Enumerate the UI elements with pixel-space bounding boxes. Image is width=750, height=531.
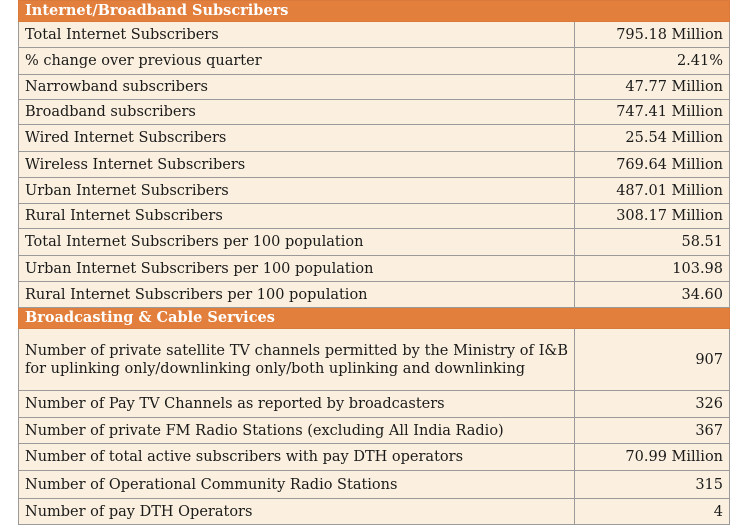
row-label: Urban Internet Subscribers — [19, 178, 575, 204]
row-label: Number of Operational Community Radio Stations — [19, 471, 575, 499]
table-row — [19, 391, 730, 418]
row-value: 58.51 — [575, 229, 730, 256]
row-value: 326 — [575, 391, 730, 418]
row-value: 4 — [575, 499, 730, 525]
table-row — [19, 229, 730, 256]
table-row — [19, 22, 730, 48]
row-label: Number of private FM Radio Stations (excluding All India Radio) — [19, 418, 575, 444]
row-label: Number of total active subscribers with pay DTH operators — [19, 444, 575, 471]
table-row — [19, 75, 730, 100]
row-value: 367 — [575, 418, 730, 444]
row-value: 747.41 Million — [575, 100, 730, 125]
table-row — [19, 471, 730, 499]
table-row — [19, 329, 730, 391]
table-row — [19, 178, 730, 204]
row-label: Wireless Internet Subscribers — [19, 152, 575, 178]
row-value: 315 — [575, 471, 730, 499]
table-row — [19, 282, 730, 308]
table-row — [19, 125, 730, 152]
row-label: Number of pay DTH Operators — [19, 499, 575, 525]
row-label: Total Internet Subscribers per 100 population — [19, 229, 575, 256]
section-title: Broadcasting & Cable Services — [19, 308, 730, 329]
row-value: 308.17 Million — [575, 204, 730, 229]
table-row — [19, 152, 730, 178]
row-value: 34.60 — [575, 282, 730, 308]
row-value: 47.77 Million — [575, 75, 730, 100]
row-label: Rural Internet Subscribers — [19, 204, 575, 229]
row-value: 103.98 — [575, 256, 730, 282]
row-value: 70.99 Million — [575, 444, 730, 471]
table-row — [19, 204, 730, 229]
telecom-indicators-table — [18, 0, 730, 525]
row-value: 769.64 Million — [575, 152, 730, 178]
row-label: Total Internet Subscribers — [19, 22, 575, 48]
table-row — [19, 100, 730, 125]
table-row — [19, 256, 730, 282]
table-row — [19, 444, 730, 471]
row-value: 25.54 Million — [575, 125, 730, 152]
row-label: % change over previous quarter — [19, 48, 575, 75]
row-label: Broadband subscribers — [19, 100, 575, 125]
table-row — [19, 499, 730, 525]
table-row — [19, 418, 730, 444]
row-label: Number of private satellite TV channels permitted by the Ministry of I&B for uplinking only/downlinking only/both uplinking and downlinking — [19, 329, 575, 391]
row-value: 795.18 Million — [575, 22, 730, 48]
row-value: 2.41% — [575, 48, 730, 75]
row-value: 907 — [575, 329, 730, 391]
row-label: Rural Internet Subscribers per 100 population — [19, 282, 575, 308]
section-title: Internet/Broadband Subscribers — [19, 1, 730, 22]
table-row — [19, 48, 730, 75]
row-label: Number of Pay TV Channels as reported by broadcasters — [19, 391, 575, 418]
row-label: Narrowband subscribers — [19, 75, 575, 100]
row-label: Wired Internet Subscribers — [19, 125, 575, 152]
row-value: 487.01 Million — [575, 178, 730, 204]
section-header-row — [19, 1, 730, 22]
row-label: Urban Internet Subscribers per 100 population — [19, 256, 575, 282]
section-header-row — [19, 308, 730, 329]
